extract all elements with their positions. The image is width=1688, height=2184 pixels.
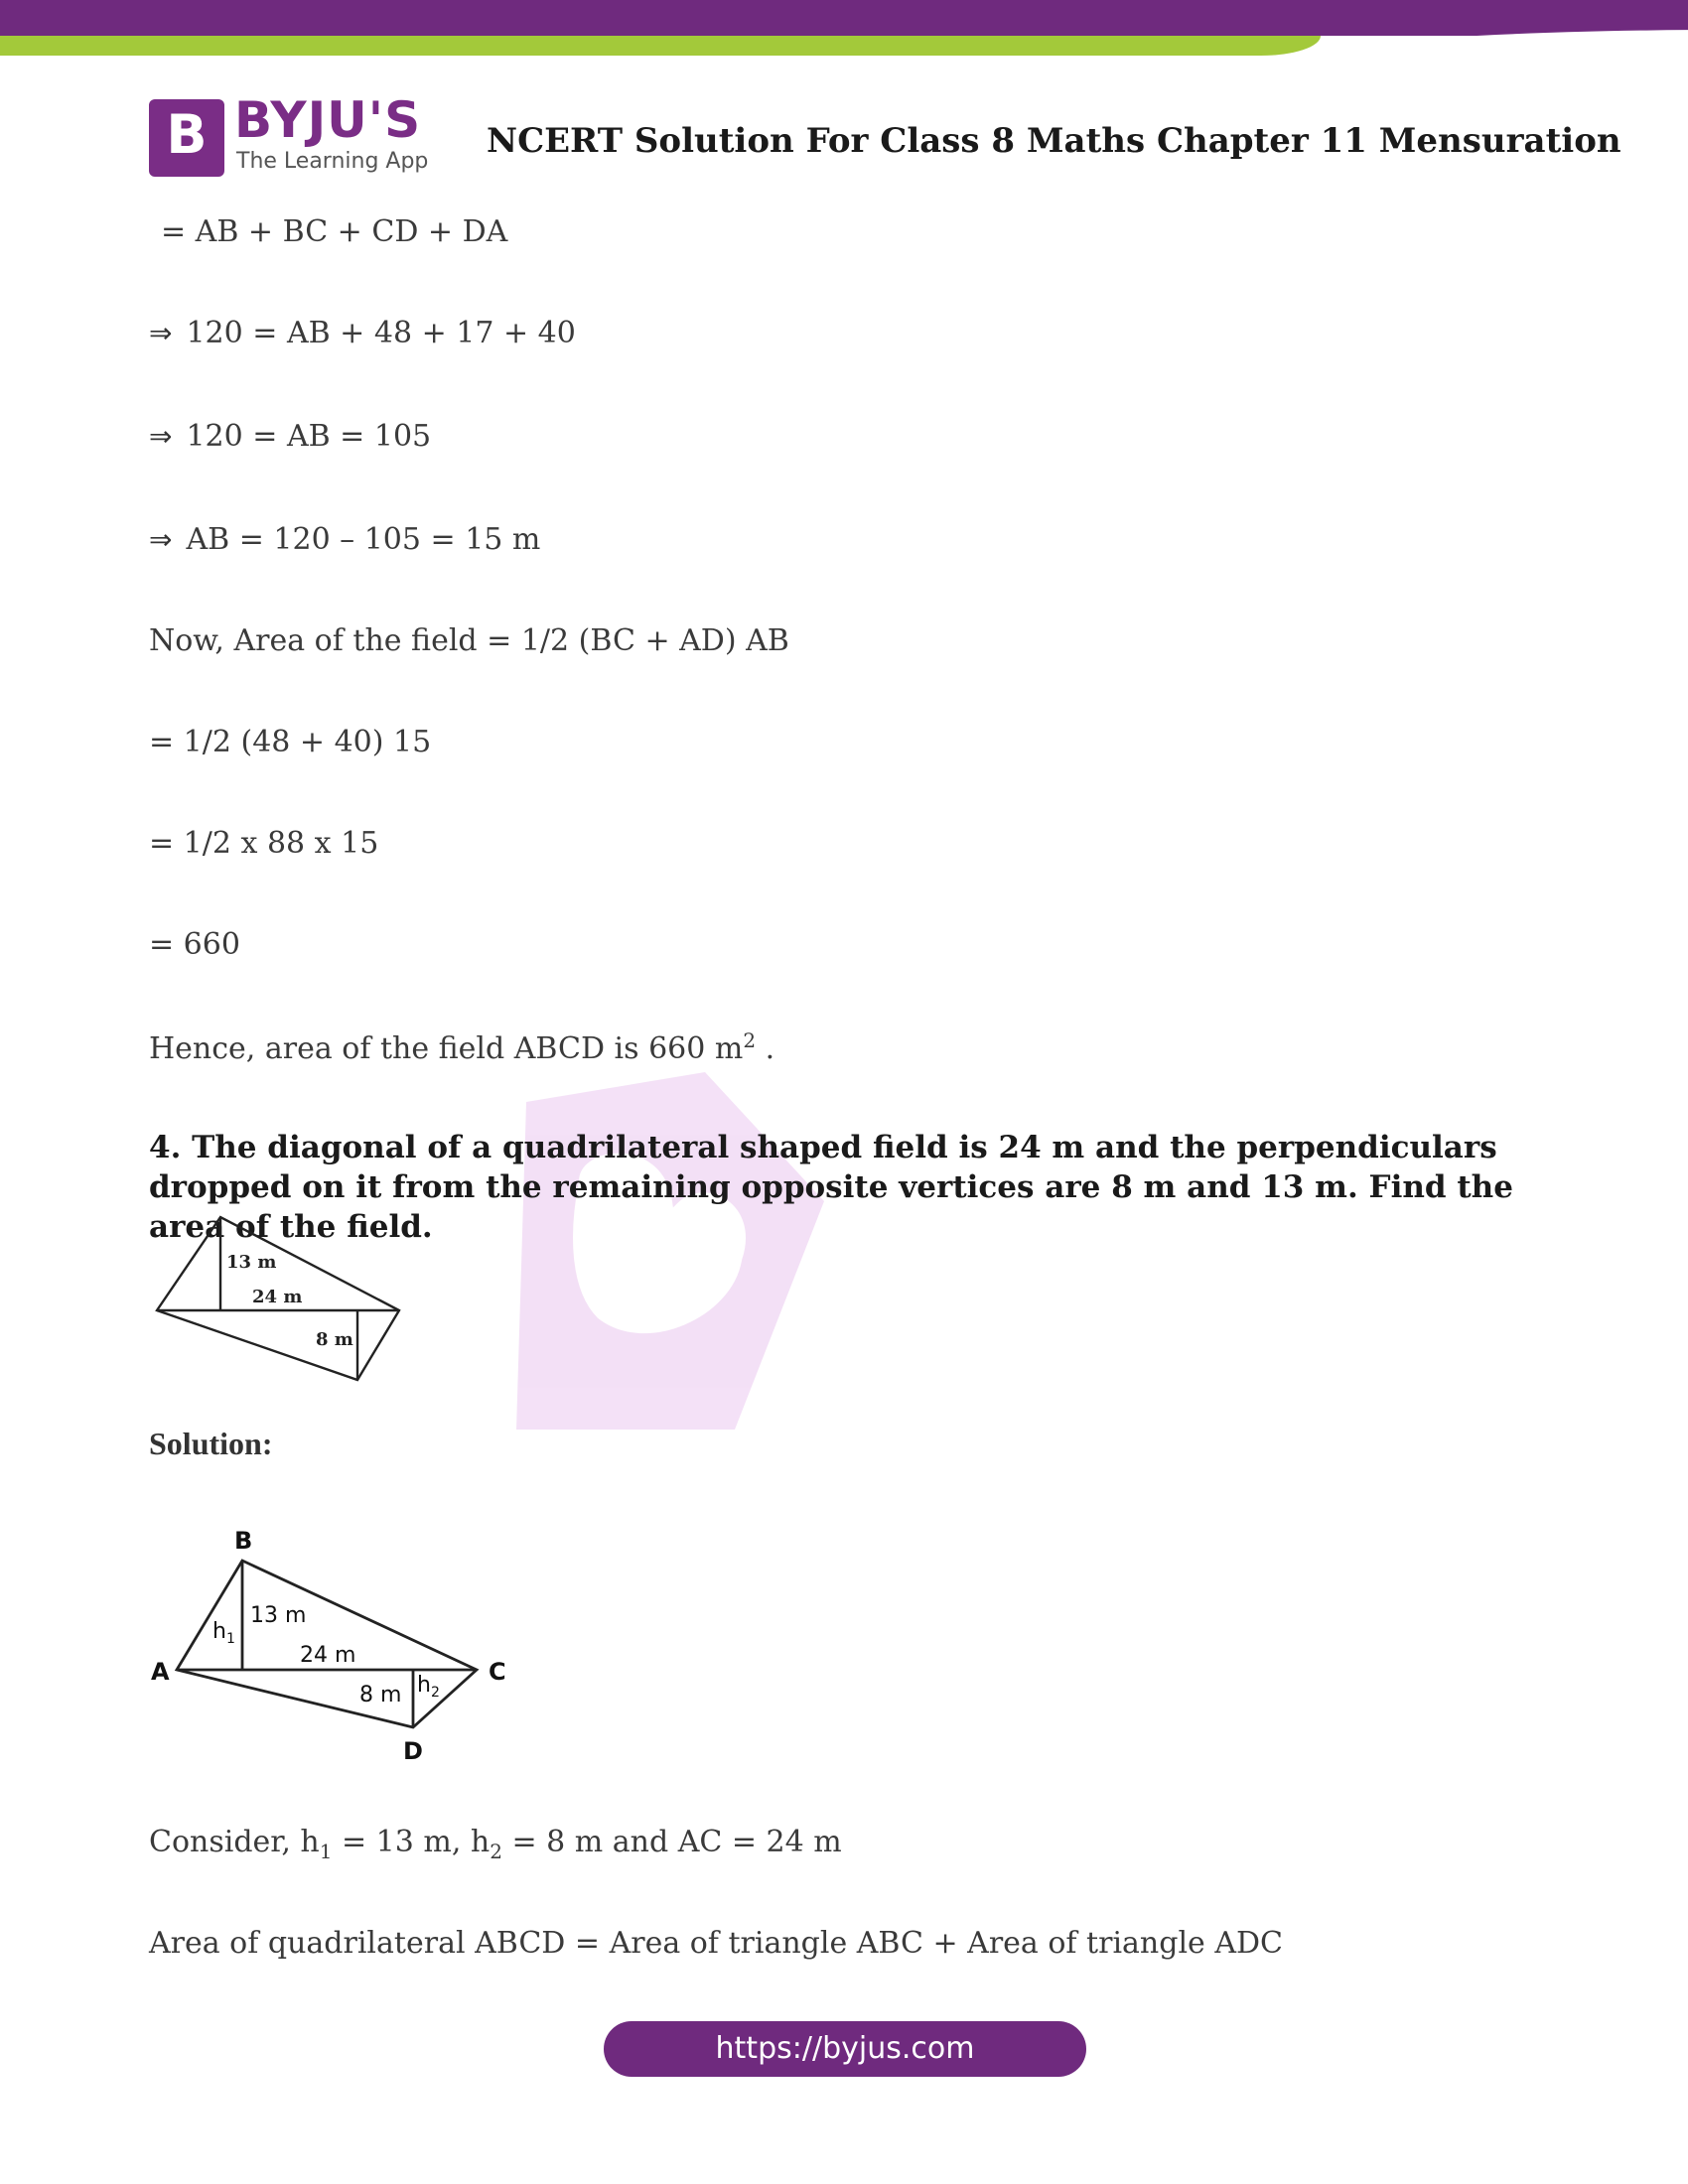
logo-badge-icon [149,99,224,177]
conclusion-text: Hence, area of the field ABCD is 660 m [149,1031,744,1066]
fig2-label-8: 8 m [359,1683,402,1707]
consider-line [149,1825,842,1863]
area-decomposition-line: Area of quadrilateral ABCD = Area of triangle ABC + Area of triangle ADC [149,1926,1284,1961]
consider-prefix: Consider, h [149,1825,320,1859]
step-4 [149,522,540,557]
step-2 [149,316,576,350]
logo-wordmark: BYJU'S [234,91,422,149]
solution-figure [147,1521,524,1769]
step-substitution: = 1/2 (48 + 40) 15 [149,725,432,759]
fig2-label-h1: $h_1$ [212,1619,235,1647]
step-result: = 660 [149,927,240,962]
header-green-bar [0,36,1321,56]
vertex-b-label: B [234,1527,253,1555]
vertex-a-label: A [151,1658,170,1686]
fig2-label-h2: $h_2$ [417,1673,440,1701]
step-area-formula: Now, Area of the field = 1/2 (BC + AD) AB [149,623,789,658]
consider-sub-2: 2 [490,1840,502,1863]
step-4-text: AB = 120 – 105 = 15 m [186,522,541,557]
step-multiplication: = 1/2 x 88 x 15 [149,826,379,861]
implies-arrow-icon: ⇒ [149,523,173,556]
byjus-logo[interactable] [149,91,437,179]
implies-arrow-icon: ⇒ [149,420,173,453]
header-purple-bar [0,0,1688,36]
step-conclusion [149,1028,774,1066]
vertex-c-label: C [489,1658,506,1686]
step-3-text: 120 = AB = 105 [186,419,432,454]
consider-mid: = 13 m, h [332,1825,491,1859]
step-2-text: 120 = AB + 48 + 17 + 40 [186,316,576,350]
question-figure [149,1211,407,1390]
solution-heading: Solution: [149,1426,273,1461]
fig1-label-13: 13 m [226,1252,277,1273]
step-perimeter-sum: = AB + BC + CD + DA [161,214,508,249]
consider-sub-1: 1 [319,1840,333,1863]
implies-arrow-icon: ⇒ [149,317,173,349]
fig1-label-8: 8 m [316,1329,353,1350]
watermark-logo-icon [407,1062,904,1439]
step-3 [149,419,431,454]
conclusion-superscript: 2 [743,1028,757,1052]
vertex-d-label: D [403,1737,423,1765]
footer-url-link[interactable]: https://byjus.com [604,2021,1086,2077]
logo-tagline: The Learning App [236,149,429,174]
conclusion-suffix: . [756,1031,775,1066]
logo-letter: B [166,103,208,166]
question-4: 4. The diagonal of a quadrilateral shaped field is 24 m and the perpendiculars dropped on it from the remaining opposite vertices are 8 m and 13 m. Find the area of the field. [149,1130,1513,1245]
page-title: NCERT Solution For Class 8 Maths Chapter 11 Mensuration [487,121,1621,161]
fig2-label-13: 13 m [250,1603,307,1628]
consider-suffix: = 8 m and AC = 24 m [501,1825,842,1859]
fig2-label-24: 24 m [300,1643,356,1668]
fig1-label-24: 24 m [252,1287,303,1307]
